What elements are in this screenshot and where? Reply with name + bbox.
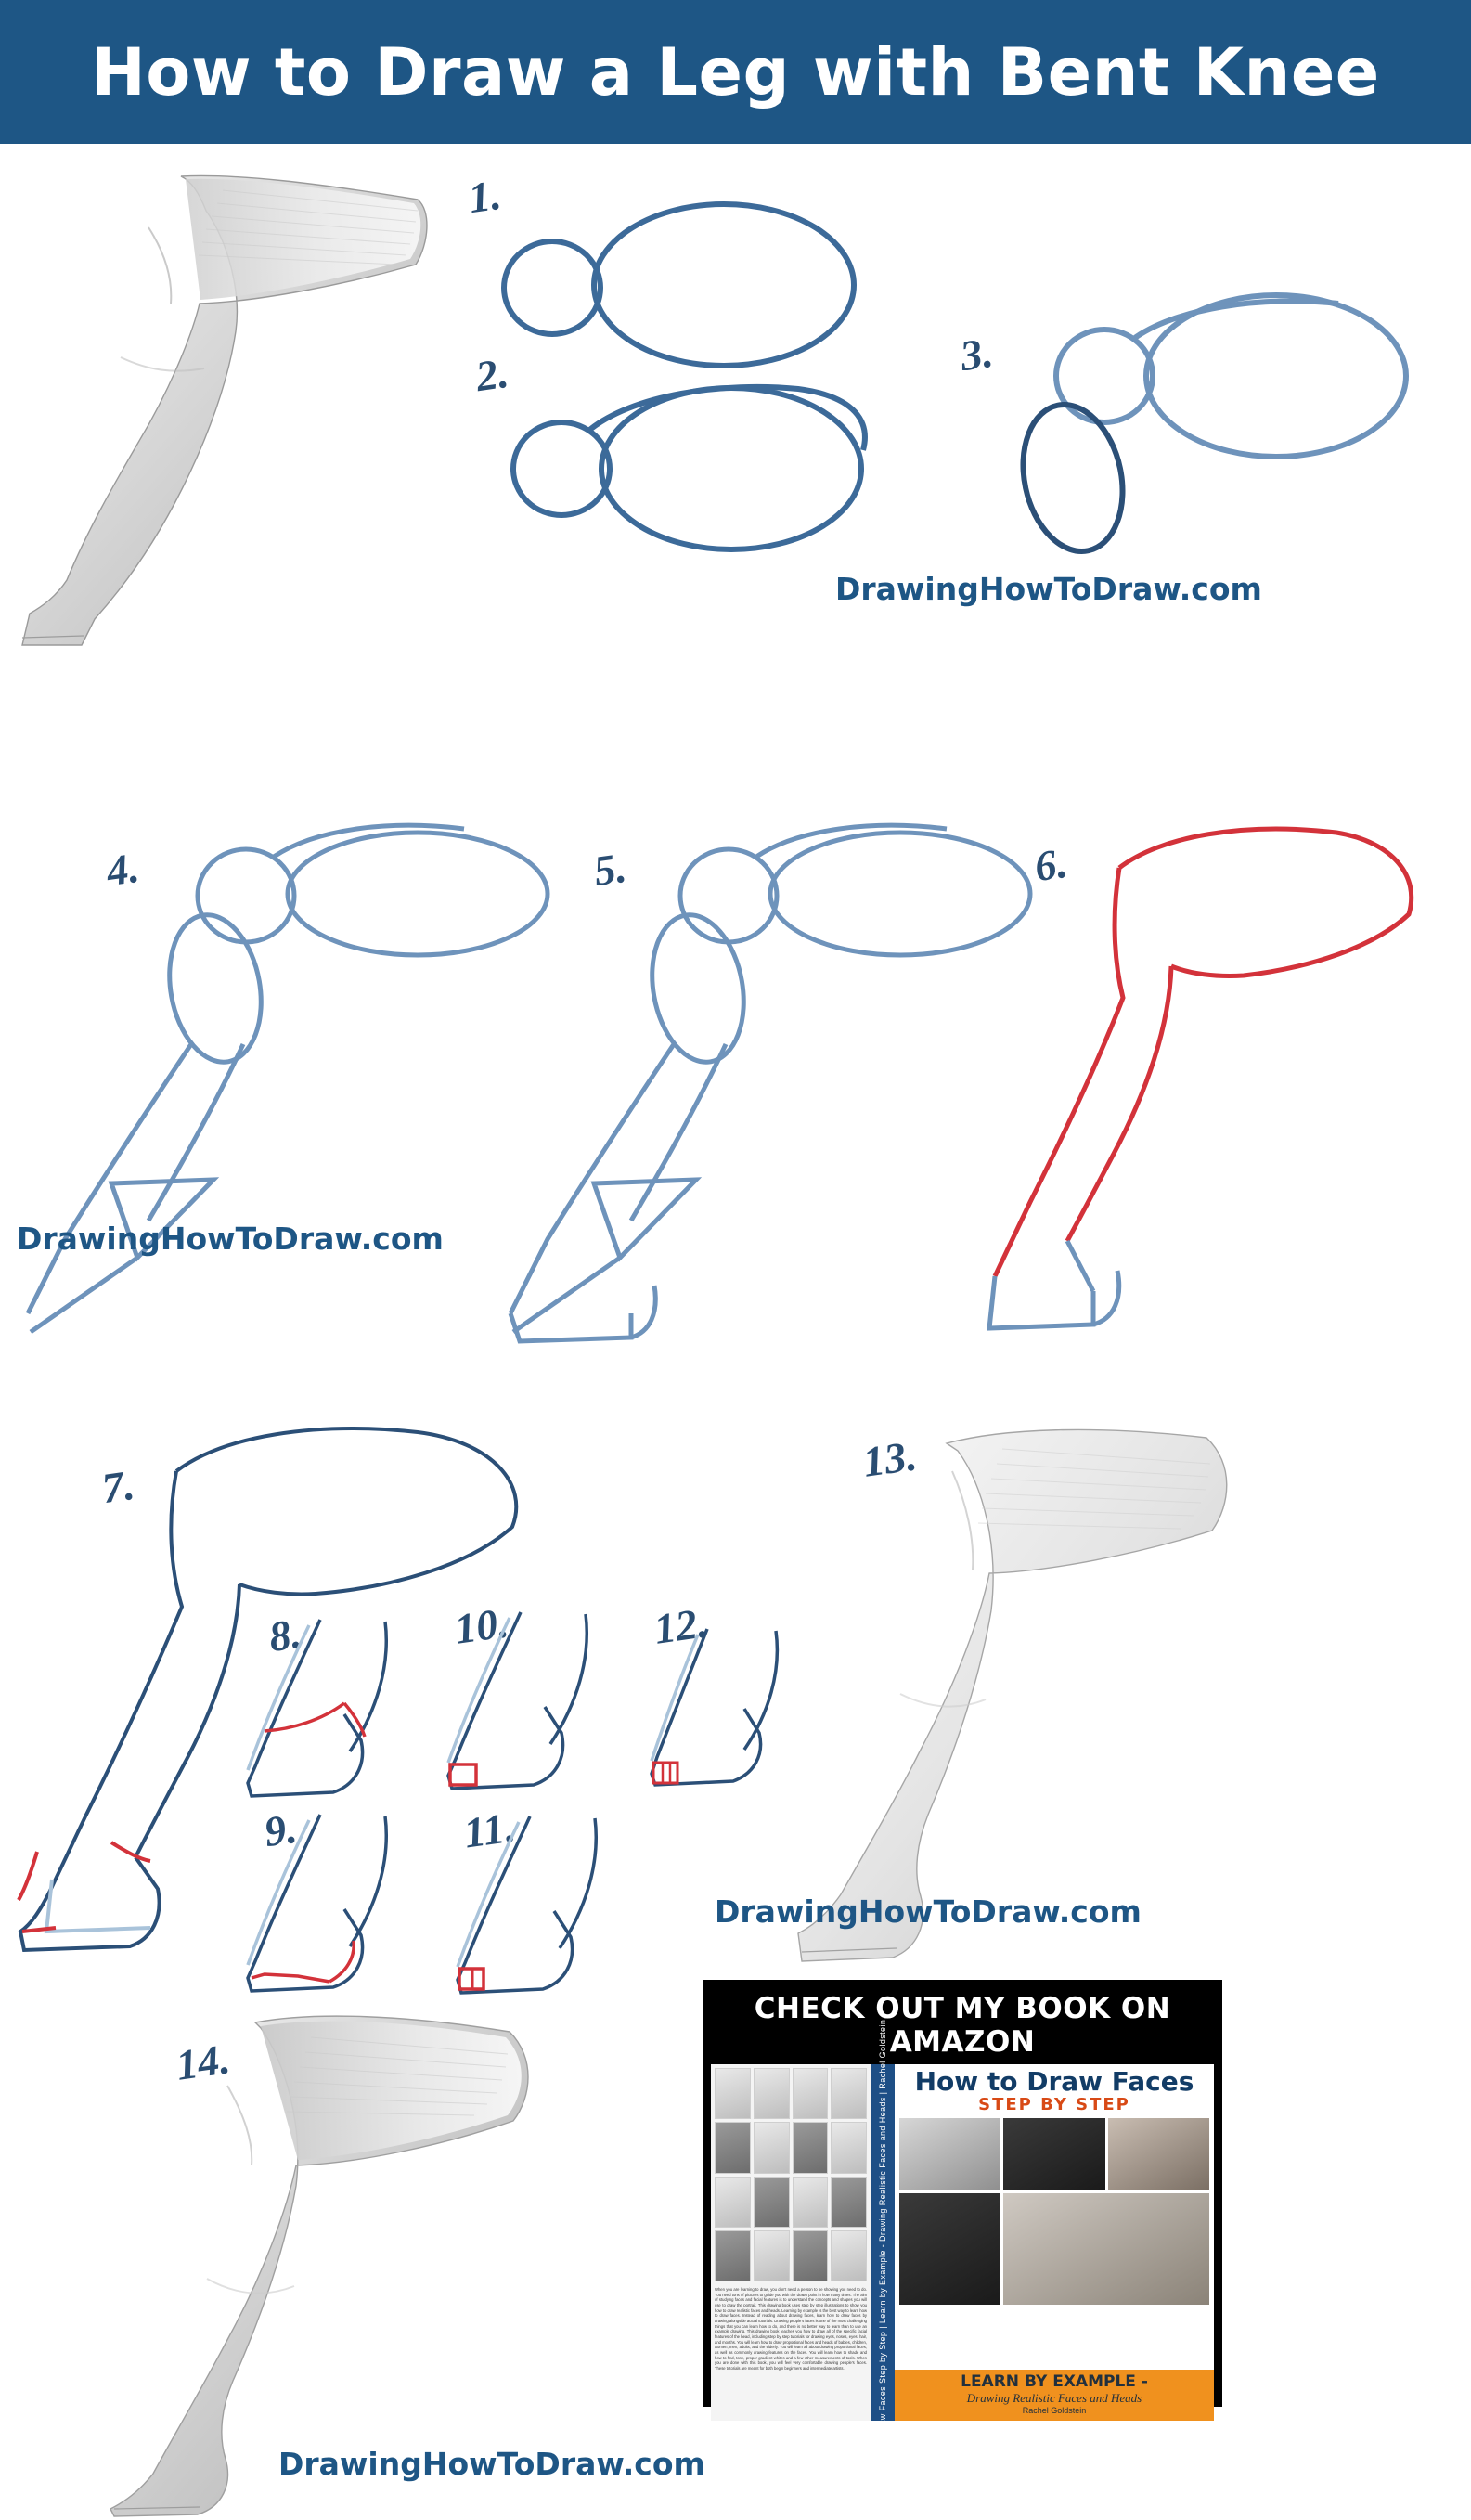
book-thumbnail-grid xyxy=(715,2068,867,2281)
figure-step-6 xyxy=(937,812,1466,1388)
step-number-4: 4. xyxy=(103,843,142,896)
step-number-9: 9. xyxy=(261,1803,300,1856)
step-number-2: 2. xyxy=(472,348,511,401)
step-number-6: 6. xyxy=(1031,838,1070,891)
figure-finished-leg-reference xyxy=(9,162,473,645)
step-number-13: 13. xyxy=(859,1431,920,1486)
book-thumb xyxy=(793,2068,829,2119)
step-number-1: 1. xyxy=(465,170,504,223)
cover-photo xyxy=(899,2118,1000,2190)
step-number-5: 5. xyxy=(590,843,629,896)
book-banner-line1: LEARN BY EXAMPLE - xyxy=(961,2372,1148,2391)
book-thumb xyxy=(715,2177,751,2228)
step-number-11: 11. xyxy=(460,1803,519,1857)
book-subtitle: STEP BY STEP xyxy=(978,2095,1130,2115)
book-thumb xyxy=(754,2177,790,2228)
book-thumb xyxy=(793,2122,829,2173)
tutorial-canvas xyxy=(0,144,1471,2482)
book-thumb xyxy=(831,2122,867,2173)
book-thumb xyxy=(793,2177,829,2228)
cover-photo xyxy=(899,2193,1000,2305)
promo-headline: CHECK OUT MY BOOK ON AMAZON xyxy=(754,1992,1171,2059)
cover-photo-large xyxy=(1003,2193,1209,2305)
book-banner xyxy=(895,2370,1214,2421)
step-number-10: 10. xyxy=(451,1598,511,1653)
book-banner-line2: Drawing Realistic Faces and Heads xyxy=(966,2391,1142,2405)
book-front-cover xyxy=(895,2064,1214,2421)
book-spine-text: How to Draw Faces Step by Step | Learn by Example - Drawing Realistic Faces and Heads | Rachel Goldstein xyxy=(878,2019,888,2466)
step-number-14: 14. xyxy=(173,2035,233,2089)
figure-step-4 xyxy=(0,812,538,1369)
watermark-2: DrawingHowToDraw.com xyxy=(17,1221,444,1257)
figure-step-3 xyxy=(984,306,1429,613)
book-cover-photo-grid xyxy=(895,2114,1214,2305)
book-thumb xyxy=(715,2068,751,2119)
book-author: Rachel Goldstein xyxy=(1022,2406,1087,2415)
amazon-book-promo[interactable] xyxy=(703,1980,1222,2466)
cover-photo xyxy=(1108,2118,1209,2190)
figure-step-10 xyxy=(432,1601,664,1815)
cover-photo xyxy=(1003,2118,1104,2190)
figure-step-11 xyxy=(441,1805,673,2019)
book-thumb xyxy=(831,2068,867,2119)
page-title: How to Draw a Leg with Bent Knee xyxy=(91,33,1380,110)
step-number-3: 3. xyxy=(957,328,996,381)
book-thumb xyxy=(754,2068,790,2119)
step-number-12: 12. xyxy=(651,1598,711,1653)
watermark-1: DrawingHowToDraw.com xyxy=(835,571,1262,607)
book-spine xyxy=(871,2019,895,2466)
book-thumb xyxy=(793,2230,829,2281)
book-thumb xyxy=(754,2230,790,2281)
figure-step-14 xyxy=(88,2000,608,2520)
figure-step-13 xyxy=(761,1415,1281,1972)
watermark-3: DrawingHowToDraw.com xyxy=(715,1893,1142,1930)
step-number-8: 8. xyxy=(265,1609,304,1661)
figure-step-9 xyxy=(237,1805,450,2010)
book-title: How to Draw Faces xyxy=(914,2066,1194,2097)
book-thumb xyxy=(715,2230,751,2281)
step-number-7: 7. xyxy=(98,1460,137,1513)
book-thumb xyxy=(831,2230,867,2281)
figure-step-8 xyxy=(237,1610,450,1815)
watermark-4: DrawingHowToDraw.com xyxy=(278,2446,705,2482)
figure-step-1 xyxy=(487,181,905,385)
book-back-cover xyxy=(711,2064,871,2421)
book-thumb xyxy=(715,2122,751,2173)
book-thumb xyxy=(831,2177,867,2228)
page-header xyxy=(0,0,1471,144)
book-blurb: When you are learning to draw, you don't need a person to be showing you need to do. You need tons of pictures to guide you with the drawn point in how many times. The aim of studying faces and facial features is to understand the concepts and shapes you will use to draw the portrait. This drawing book uses step by step illustrations to show you how to draw realistic faces and heads. Learning by example is the best way to learn how to draw faces. Instead of reading about drawing faces, learn how to draw faces by drawing alongside actual tutorials. Drawing people's faces is one of the most challenging things that you can learn how to do, and there is no better way to learn than to use an example drawing. This drawing book teaches you how to draw all of the specific facial features of the head, including step by step tutorials for drawing eyes, noses, eyes, hair, and mouths. You will learn how to draw proportional faces and heads of babies, children, women, men, adults, and the elderly. You will learn all about drawing proportional faces, as well as commonly drawing features on the faces. You will learn how to shade and how to find, tone, proper gradient whites and a few other measurements of tools. When you are done with this book, you will feel very comfortable drawing people's faces. These tutorials are meant for both begin beginners and intermediate artists. xyxy=(715,2287,867,2371)
figure-step-2 xyxy=(492,357,919,580)
book-thumb xyxy=(754,2122,790,2173)
